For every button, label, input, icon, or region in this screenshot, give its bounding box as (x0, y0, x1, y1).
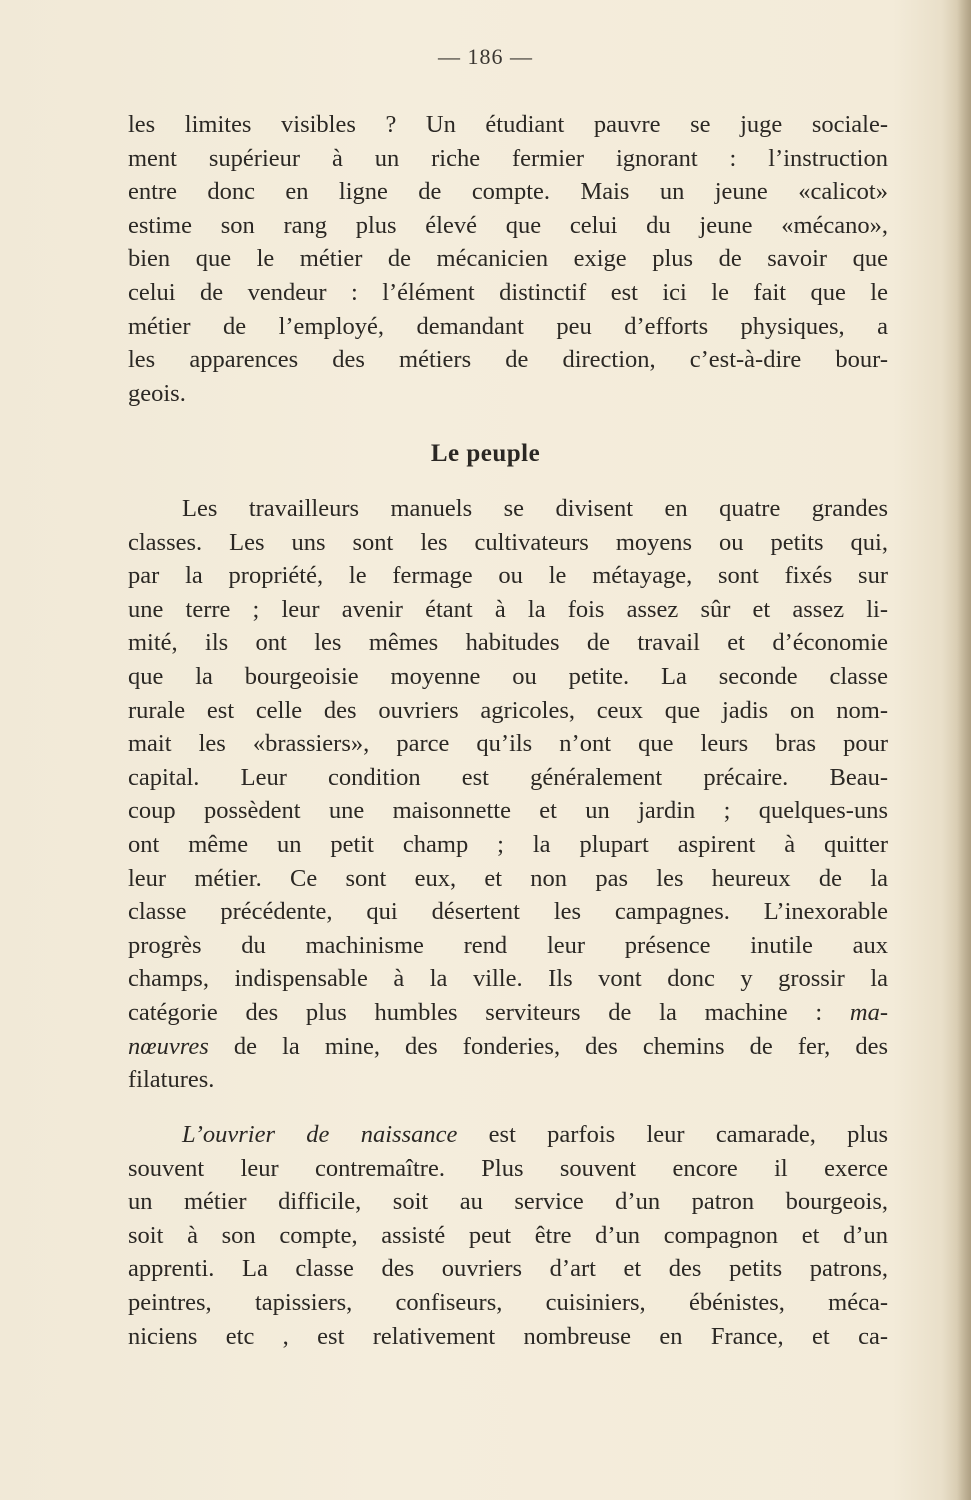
text-line: les apparences des métiers de direction, c’est-à-dire bour- (128, 346, 888, 374)
text-line: geois. (128, 379, 186, 407)
page-number: — 186 — (438, 44, 533, 69)
text-run: de la mine, des fonderies, des chemins de fer, des (208, 1032, 888, 1060)
text-line: estime son rang plus élevé que celui du jeune «mécano», (128, 211, 888, 239)
text-line: mité, ils ont les mêmes habitudes de travail et d’économie (128, 629, 888, 657)
text-line: celui de vendeur : l’élément distinctif est ici le fait que le (128, 278, 888, 306)
text-line: ont même un petit champ ; la plupart aspirent à quitter (128, 830, 888, 858)
text-line: apprenti. La classe des ouvriers d’art et des petits patrons, (128, 1255, 888, 1283)
text-run: catégorie des plus humbles serviteurs de la machine : (128, 998, 850, 1026)
text-line (128, 996, 888, 1030)
text-line: par la propriété, le fermage ou le métayage, sont fixés sur (128, 562, 888, 590)
text-line: peintres, tapissiers, confiseurs, cuisiniers, ébénistes, méca- (128, 1288, 888, 1316)
text-line: soit à son compte, assisté peut être d’un compagnon et d’un (128, 1221, 888, 1249)
paragraph-workers (128, 492, 888, 1097)
text-line: que la bourgeoisie moyenne ou petite. La seconde classe (128, 662, 888, 690)
text-line: un métier difficile, soit au service d’un patron bourgeois, (128, 1188, 888, 1216)
text-line: une terre ; leur avenir étant à la fois assez sûr et assez li- (128, 595, 888, 623)
text-line: champs, indispensable à la ville. Ils vont donc y grossir la (128, 965, 888, 993)
text-line: les limites visibles ? Un étudiant pauvre se juge sociale- (128, 111, 888, 138)
text-run: est parfois leur camarade, plus (457, 1121, 888, 1148)
text-line: entre donc en ligne de compte. Mais un jeune «calicot» (128, 178, 888, 206)
text-line: niciens etc , est relativement nombreuse en France, et ca- (128, 1322, 888, 1350)
text-line: coup possèdent une maisonnette et un jardin ; quelques-uns (128, 797, 888, 825)
text-line: Les travailleurs manuels se divisent en quatre grandes (182, 495, 888, 522)
text-line (128, 1118, 888, 1152)
text-line: bien que le métier de mécanicien exige plus de savoir que (128, 245, 888, 273)
text-line: souvent leur contremaître. Plus souvent encore il exerce (128, 1154, 888, 1182)
paragraph-intro (128, 108, 888, 410)
italic-term: nœuvres (128, 1032, 209, 1060)
text-line: rurale est celle des ouvriers agricoles, ceux que jadis on nom- (128, 696, 888, 724)
text-line: mait les «brassiers», parce qu’ils n’ont que leurs bras pour (128, 730, 888, 758)
italic-term: L’ouvrier de naissance (182, 1121, 458, 1148)
italic-term: ma- (849, 998, 888, 1026)
text-line: filatures. (128, 1066, 215, 1094)
text-line: leur métier. Ce sont eux, et non pas les heureux de la (128, 864, 888, 892)
page-edge-shadow (957, 0, 971, 1500)
text-line: classes. Les uns sont les cultivateurs moyens ou petits qui, (128, 528, 888, 556)
section-title: Le peuple (430, 440, 541, 467)
text-line: capital. Leur condition est généralement précaire. Beau- (128, 763, 888, 791)
paragraph-born-worker (128, 1118, 888, 1353)
text-line: classe précédente, qui désertent les campagnes. L’inexorable (128, 898, 888, 926)
text-line: progrès du machinisme rend leur présence inutile aux (128, 931, 888, 959)
text-line: métier de l’employé, demandant peu d’efforts physiques, a (128, 312, 888, 340)
text-line (128, 1030, 888, 1064)
text-line: ment supérieur à un riche fermier ignorant : l’instruction (128, 144, 888, 172)
